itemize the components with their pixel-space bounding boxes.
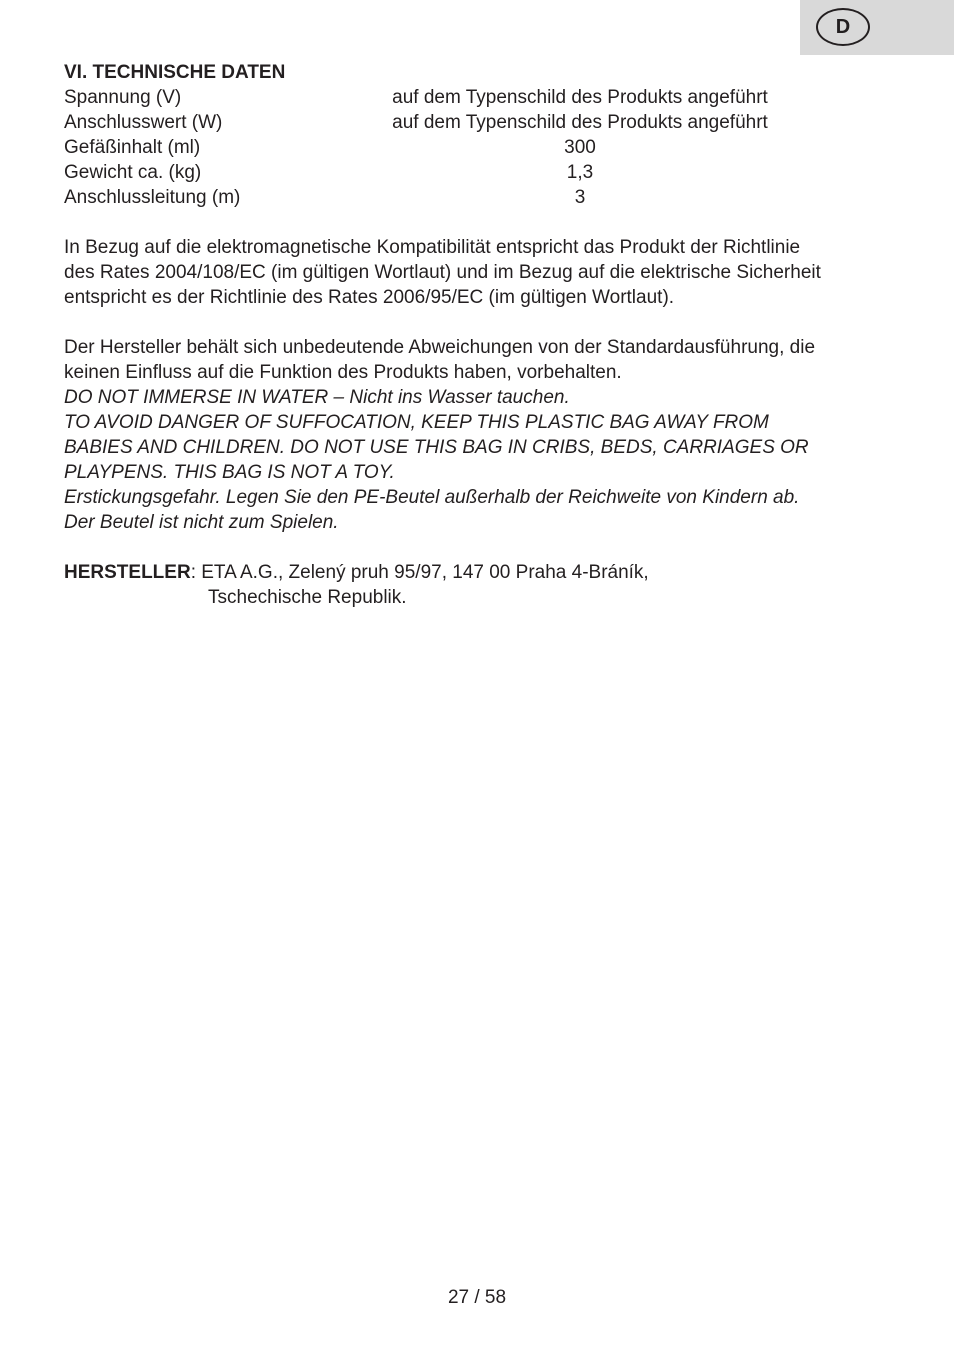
section-title: VI. TECHNISCHE DATEN <box>64 62 286 83</box>
spec-value: 1,3 <box>566 162 594 183</box>
notice-line: Der Hersteller behält sich unbedeutende Abweichungen von der Standardausführung, die <box>64 337 816 358</box>
page-content <box>64 60 894 610</box>
warning-line: BABIES AND CHILDREN. DO NOT USE THIS BAG IN CRIBS, BEDS, CARRIAGES OR <box>64 437 809 458</box>
spec-row <box>64 185 894 210</box>
spacer <box>64 310 894 335</box>
warning-line: PLAYPENS. THIS BAG IS NOT A TOY. <box>64 462 395 483</box>
compliance-line: des Rates 2004/108/EC (im gültigen Wortlaut) und im Bezug auf die elektrische Sicherheit <box>64 262 821 283</box>
spec-table <box>64 85 894 210</box>
spec-label: Spannung (V) <box>64 87 182 108</box>
spec-row <box>64 135 894 160</box>
manufacturer-line <box>64 560 894 585</box>
spec-row <box>64 110 894 135</box>
spec-value: 3 <box>574 187 586 208</box>
warning-line: Der Beutel ist nicht zum Spielen. <box>64 512 339 533</box>
spec-label: Anschlusswert (W) <box>64 112 223 133</box>
page-number: 27 / 58 <box>447 1287 507 1308</box>
spec-value: 300 <box>564 137 596 158</box>
spec-label: Gefäßinhalt (ml) <box>64 137 201 158</box>
manufacturer-country: Tschechische Republik. <box>208 587 407 608</box>
spec-value: auf dem Typenschild des Produkts angeführt <box>392 112 768 133</box>
manufacturer-separator: : <box>190 562 202 583</box>
notice-line: keinen Einfluss auf die Funktion des Produkts haben, vorbehalten. <box>64 362 622 383</box>
warning-line: DO NOT IMMERSE IN WATER – Nicht ins Wasser tauchen. <box>64 387 570 408</box>
warning-line: Erstickungsgefahr. Legen Sie den PE-Beutel außerhalb der Reichweite von Kindern ab. <box>64 487 800 508</box>
language-tab <box>800 0 954 55</box>
spec-label: Anschlussleitung (m) <box>64 187 241 208</box>
compliance-line: entspricht es der Richtlinie des Rates 2006/95/EC (im gültigen Wortlaut). <box>64 287 675 308</box>
compliance-line: In Bezug auf die elektromagnetische Kompatibilität entspricht das Produkt der Richtlinie <box>64 237 801 258</box>
spec-row <box>64 160 894 185</box>
language-badge: D <box>816 8 870 46</box>
spacer <box>64 210 894 235</box>
spec-row <box>64 85 894 110</box>
warning-line: TO AVOID DANGER OF SUFFOCATION, KEEP THIS PLASTIC BAG AWAY FROM <box>64 412 769 433</box>
manufacturer-label: HERSTELLER <box>64 562 191 583</box>
spacer <box>64 535 894 560</box>
spec-value: auf dem Typenschild des Produkts angeführt <box>392 87 768 108</box>
spec-label: Gewicht ca. (kg) <box>64 162 202 183</box>
notice-paragraph <box>64 335 894 535</box>
manufacturer-block <box>64 560 894 610</box>
compliance-paragraph <box>64 235 894 310</box>
manufacturer-address: ETA A.G., Zelený pruh 95/97, 147 00 Praha 4-Bráník, <box>201 562 649 583</box>
